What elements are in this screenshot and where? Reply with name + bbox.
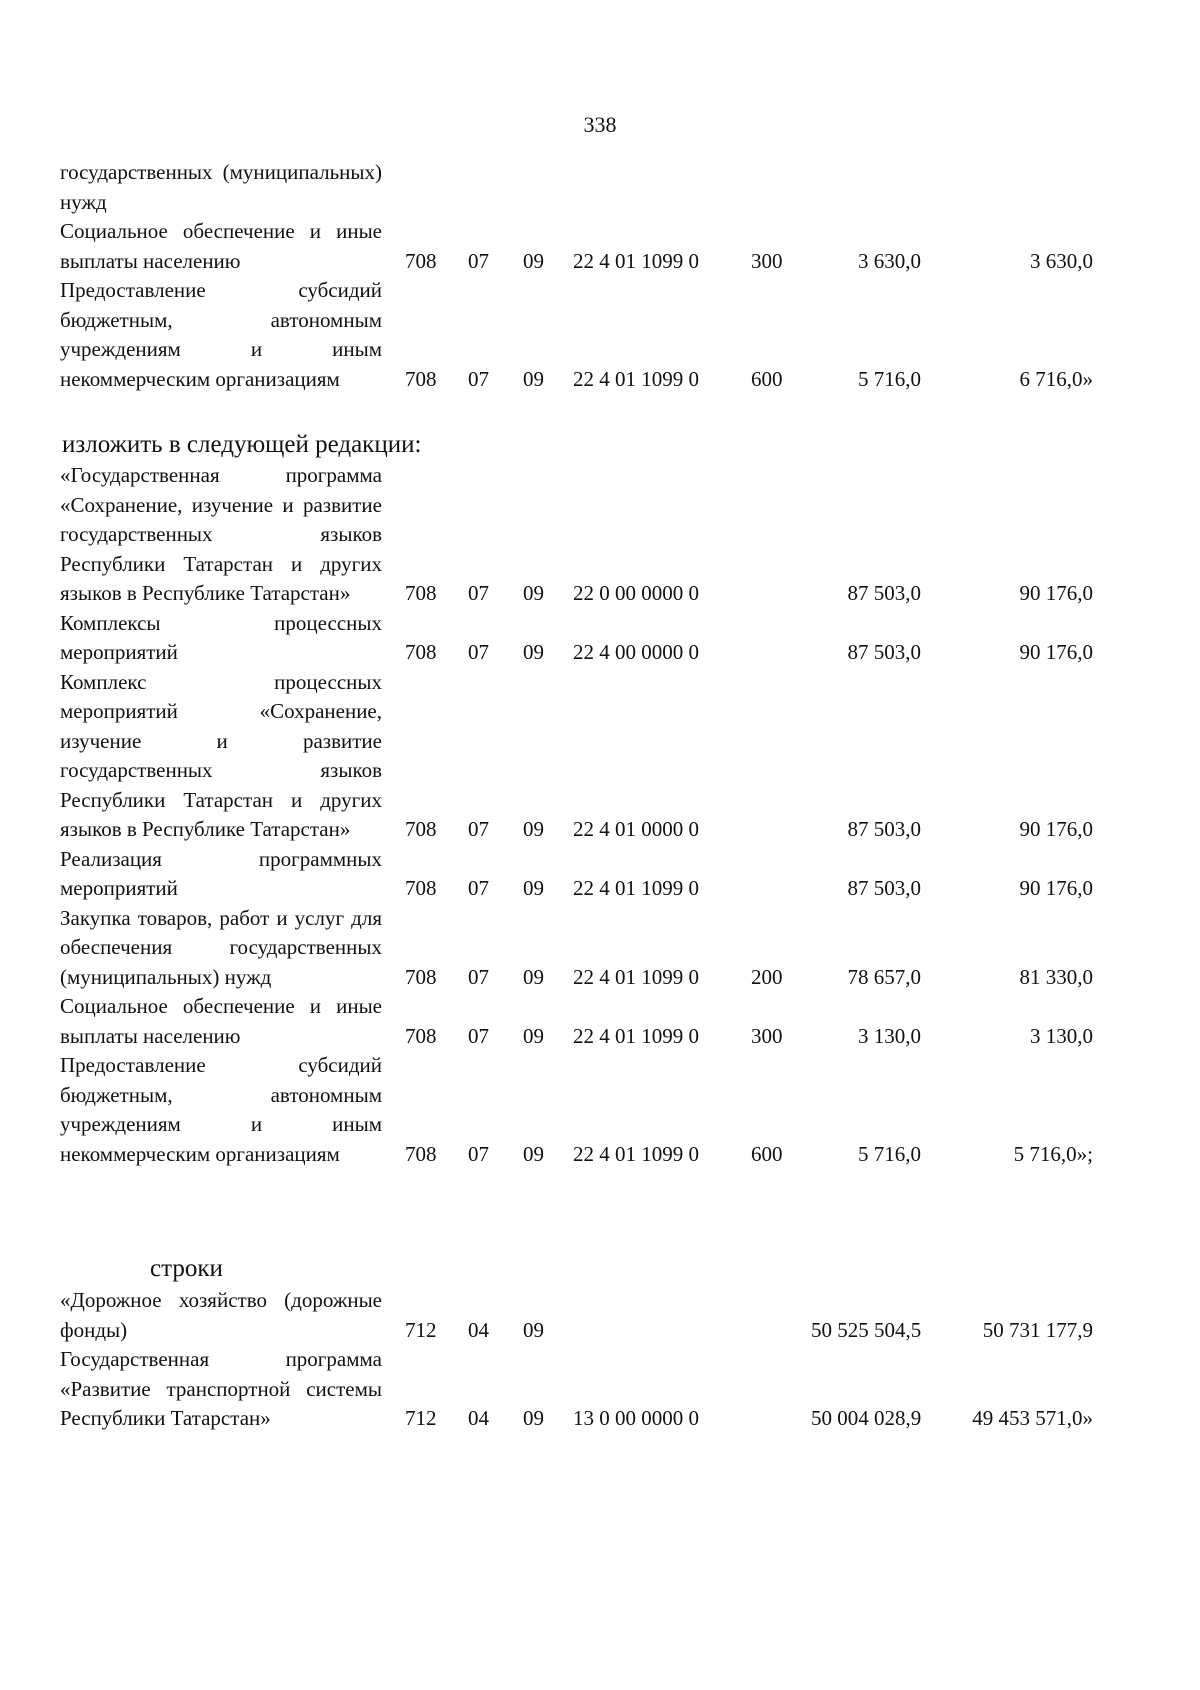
cell-pr: 09 <box>523 248 544 273</box>
cell-rz: 07 <box>468 640 489 664</box>
cell-csr: 22 4 01 1099 0 <box>573 876 699 900</box>
cell-rz: 07 <box>468 964 489 989</box>
cell-amount-1: 87 503,0 <box>847 581 921 605</box>
row-name: Реализация программных мероприятий <box>60 846 382 900</box>
page-number: 338 <box>583 112 617 137</box>
cell-amount-1: 5 716,0 <box>858 1141 921 1166</box>
cell-csr: 22 0 00 0000 0 <box>573 581 699 605</box>
section-heading-2: строки <box>150 1255 223 1282</box>
table-row <box>60 1345 1150 1434</box>
cell-pr: 09 <box>523 876 544 900</box>
cell-amount-1: 5 716,0 <box>858 366 921 391</box>
cell-amount-2: 90 176,0 <box>1019 581 1093 605</box>
row-name: «Государственная программа «Сохранение, изучение и развитие государственных языков Республики Татарстан и других языков в Республике Татарстан» <box>60 463 382 605</box>
table-section-2 <box>60 461 1150 1169</box>
cell-ved: 712 <box>405 1406 437 1430</box>
cell-ved: 708 <box>405 817 437 841</box>
cell-vr: 200 <box>751 964 783 989</box>
row-name: Комплекс процессных мероприятий «Сохранение, изучение и развитие государственных языков Республики Татарстан и других языков в Республике Татарстан» <box>60 669 382 841</box>
table-row <box>60 609 1150 668</box>
cell-pr: 09 <box>523 817 544 841</box>
cell-pr: 09 <box>523 1406 544 1430</box>
cell-rz: 04 <box>468 1317 489 1342</box>
cell-ved: 708 <box>405 366 437 391</box>
cell-csr: 22 4 01 0000 0 <box>573 817 699 841</box>
cell-amount-2: 3 130,0 <box>1030 1023 1093 1048</box>
cell-amount-1: 50 525 504,5 <box>811 1317 922 1342</box>
row-name: Социальное обеспечение и иные выплаты населению <box>60 219 382 273</box>
cell-amount-2: 49 453 571,0» <box>972 1406 1093 1430</box>
cell-amount-2: 90 176,0 <box>1019 640 1093 664</box>
cell-amount-2: 6 716,0» <box>1019 366 1093 391</box>
cell-pr: 09 <box>523 964 544 989</box>
table-row <box>60 992 1150 1051</box>
cell-rz: 07 <box>468 876 489 900</box>
table-row <box>60 1051 1150 1169</box>
cell-ved: 708 <box>405 876 437 900</box>
row-name: Социальное обеспечение и иные выплаты населению <box>60 994 382 1048</box>
row-name: Предоставление субсидий бюджетным, автономным учреждениям и иным некоммерческим организациям <box>60 278 382 391</box>
cell-csr: 22 4 01 1099 0 <box>573 964 699 989</box>
cell-pr: 09 <box>523 640 544 664</box>
cell-vr: 300 <box>751 248 783 273</box>
table-row <box>60 461 1150 609</box>
cell-csr: 22 4 01 1099 0 <box>573 1023 699 1048</box>
cell-rz: 07 <box>468 248 489 273</box>
cell-vr: 300 <box>751 1023 783 1048</box>
table-row <box>60 276 1150 394</box>
row-name: Комплексы процессных мероприятий <box>60 610 382 664</box>
row-name: государственных (муниципальных) нужд <box>60 160 382 214</box>
cell-amount-2: 3 630,0 <box>1030 248 1093 273</box>
cell-amount-1: 87 503,0 <box>847 876 921 900</box>
cell-ved: 708 <box>405 1023 437 1048</box>
cell-pr: 09 <box>523 1317 544 1342</box>
cell-ved: 708 <box>405 964 437 989</box>
cell-rz: 07 <box>468 1023 489 1048</box>
table-row <box>60 845 1150 904</box>
cell-amount-1: 50 004 028,9 <box>811 1406 922 1430</box>
cell-ved: 708 <box>405 248 437 273</box>
cell-vr: 600 <box>751 366 783 391</box>
cell-rz: 07 <box>468 366 489 391</box>
cell-rz: 07 <box>468 581 489 605</box>
cell-rz: 04 <box>468 1406 489 1430</box>
row-name: Предоставление субсидий бюджетным, автономным учреждениям и иным некоммерческим организациям <box>60 1053 382 1166</box>
section-heading-1: изложить в следующей редакции: <box>62 431 422 458</box>
cell-ved: 708 <box>405 640 437 664</box>
cell-amount-2: 90 176,0 <box>1019 817 1093 841</box>
cell-amount-2: 81 330,0 <box>1019 964 1093 989</box>
table-row <box>60 1286 1150 1345</box>
cell-amount-1: 3 130,0 <box>858 1023 921 1048</box>
cell-ved: 708 <box>405 1141 437 1166</box>
cell-rz: 07 <box>468 817 489 841</box>
cell-amount-1: 87 503,0 <box>847 640 921 664</box>
table-row <box>60 158 1150 217</box>
cell-ved: 712 <box>405 1317 437 1342</box>
cell-amount-1: 78 657,0 <box>847 964 921 989</box>
cell-csr: 22 4 01 1099 0 <box>573 248 699 273</box>
cell-vr: 600 <box>751 1141 783 1166</box>
cell-csr: 22 4 00 0000 0 <box>573 640 699 664</box>
row-name: «Дорожное хозяйство (дорожные фонды) <box>60 1288 382 1342</box>
cell-csr: 22 4 01 1099 0 <box>573 1141 699 1166</box>
cell-amount-2: 50 731 177,9 <box>982 1317 1093 1342</box>
table-section-1 <box>60 158 1150 394</box>
cell-pr: 09 <box>523 581 544 605</box>
cell-pr: 09 <box>523 366 544 391</box>
cell-amount-1: 87 503,0 <box>847 817 921 841</box>
cell-csr: 22 4 01 1099 0 <box>573 366 699 391</box>
row-name: Государственная программа «Развитие транспортной системы Республики Татарстан» <box>60 1347 382 1430</box>
cell-pr: 09 <box>523 1141 544 1166</box>
table-row <box>60 904 1150 993</box>
table-row <box>60 668 1150 845</box>
row-name: Закупка товаров, работ и услуг для обеспечения государственных (муниципальных) нужд <box>60 905 382 989</box>
cell-ved: 708 <box>405 581 437 605</box>
cell-amount-2: 90 176,0 <box>1019 876 1093 900</box>
cell-csr: 13 0 00 0000 0 <box>573 1406 699 1430</box>
table-section-3 <box>60 1286 1150 1434</box>
cell-rz: 07 <box>468 1141 489 1166</box>
table-row <box>60 217 1150 276</box>
cell-amount-1: 3 630,0 <box>858 248 921 273</box>
cell-amount-2: 5 716,0»; <box>1013 1141 1093 1166</box>
cell-pr: 09 <box>523 1023 544 1048</box>
